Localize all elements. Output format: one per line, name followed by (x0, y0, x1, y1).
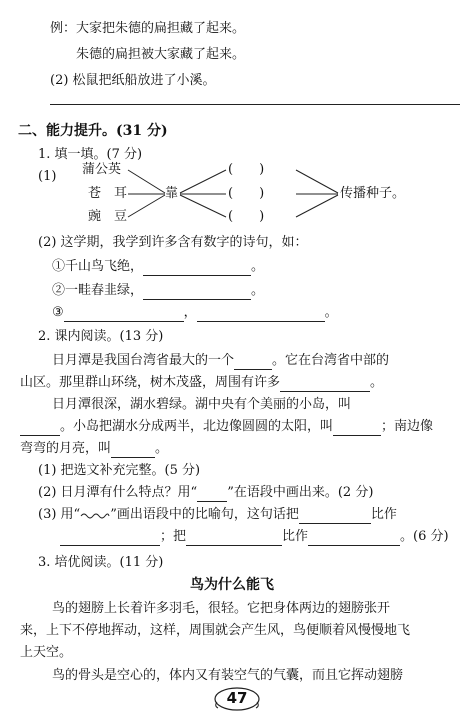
q2-ask1: (1) 把选文补充完整。(5 分) (38, 463, 201, 478)
q2-text: 。(6 分) (400, 529, 449, 544)
q2-text: ”在语段中画出来。(2 分) (227, 485, 374, 500)
q2-text: 山区。那里群山环绕，树木茂盛，周围有许多 (20, 375, 281, 390)
passage-line-4: 鸟的骨头是空心的，体内又有装空气的气囊，而且它挥动翅膀 (52, 668, 404, 683)
fill-blank (197, 307, 325, 322)
poem-text: ①千山鸟飞绝， (52, 259, 144, 274)
poem-line-1 (52, 258, 264, 276)
fill-blank (111, 443, 155, 458)
answer-paren-2: ( ) (228, 186, 265, 201)
section-heading: 二、能力提升。(31 分) (18, 123, 168, 139)
fill-blank (60, 531, 160, 546)
q2-text: 日月潭很深，湖水碧绿。湖中央有个美丽的小岛，叫 (52, 397, 352, 412)
passage-title: 鸟为什么能飞 (190, 577, 274, 593)
passage-line-3: 上天空。 (20, 645, 73, 660)
q2-text: ；把 (160, 529, 187, 544)
q2-para2-line3 (20, 440, 168, 458)
q2-text: ”画出语段中的比喻句，这句话把 (110, 507, 299, 522)
passage-line-1: 鸟的翅膀上长着许多羽毛，很轻。它把身体两边的翅膀张开 (52, 601, 391, 616)
fill-blank (186, 531, 282, 546)
fill-blank (299, 509, 371, 524)
period: 。 (370, 375, 384, 390)
fill-blank (333, 421, 381, 436)
plant-cocklebur: 苍 耳 (88, 186, 128, 201)
q2-text: 。小岛把湖水分成两半，北边像圆圆的太阳，叫 (60, 419, 334, 434)
fill-blank (143, 285, 251, 300)
fill-blank (20, 421, 60, 436)
answer-paren-1: ( ) (228, 162, 265, 177)
q3-title: 3. 培优阅读。(11 分) (38, 555, 164, 570)
period: 。 (324, 305, 338, 320)
q1-title: 1. 填一填。(7 分) (38, 147, 143, 162)
poem-line-2 (52, 282, 264, 300)
spread-seeds-text: 传播种子。 (340, 186, 406, 201)
exercise-item-2: (2) 松鼠把纸船放进了小溪。 (50, 73, 216, 88)
fill-blank (234, 355, 272, 370)
q2-para2-line2 (20, 418, 433, 436)
fill-blank (308, 531, 400, 546)
underline-mark (197, 487, 227, 502)
poem-number: ③ (52, 305, 64, 320)
connector-lines (0, 0, 472, 260)
q2-para1-line2 (20, 374, 383, 392)
q2-text: 比作 (370, 507, 397, 522)
period: 。 (251, 259, 265, 274)
q2-title: 2. 课内阅读。(13 分) (38, 329, 164, 344)
q2-text: (3) 用“ (38, 507, 81, 522)
q2-text: 日月潭是我国台湾省最大的一个 (52, 353, 235, 368)
fill-blank (143, 261, 251, 276)
q1-sub1-number: (1) (38, 169, 57, 184)
q2-text: ；南边像 (381, 419, 434, 434)
q2-text: 弯弯的月亮，叫 (20, 441, 112, 456)
q2-ask2 (38, 484, 373, 502)
answer-paren-3: ( ) (228, 209, 265, 224)
q2-para1-line1 (52, 352, 389, 370)
example-sentence-1: 例：大家把朱德的扁担藏了起来。 (50, 21, 246, 36)
wavy-line-icon (80, 510, 110, 520)
fill-blank (64, 307, 184, 322)
example-sentence-2: 朱德的扁担被大家藏了起来。 (76, 47, 246, 62)
kao-char: 靠 (165, 186, 179, 201)
page-number-badge (212, 686, 262, 712)
q2-text: 比作 (282, 529, 309, 544)
period: 。 (251, 283, 265, 298)
fill-blank (280, 377, 370, 392)
q2-para2-line1 (52, 396, 351, 414)
poem-text: ②一畦春韭绿， (52, 283, 144, 298)
q2-ask3-cont (60, 528, 449, 546)
q2-text: (2) 日月潭有什么特点？用“ (38, 485, 198, 500)
poem-line-3 (52, 304, 338, 322)
q2-ask3 (38, 506, 397, 524)
q2-text: 。它在台湾省中部的 (272, 353, 390, 368)
plant-pea: 豌 豆 (88, 209, 128, 224)
comma: ， (183, 305, 197, 320)
passage-line-2: 来，上下不停地挥动，这样，周围就会产生风，鸟便顺着风慢慢地飞 (20, 623, 411, 638)
q1-sub2: (2) 这学期，我学到许多含有数字的诗句，如： (38, 235, 308, 250)
plant-dandelion: 蒲公英 (82, 162, 122, 177)
period: 。 (155, 441, 169, 456)
page-number: 47 (226, 689, 248, 707)
